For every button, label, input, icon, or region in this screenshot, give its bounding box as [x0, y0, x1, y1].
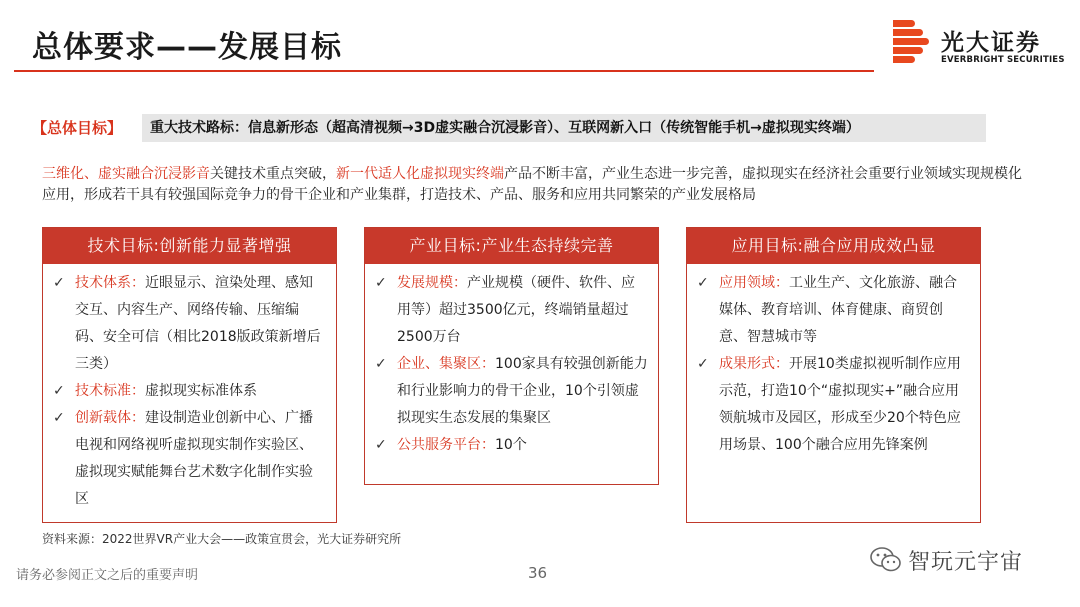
check-icon: ✓	[53, 275, 65, 291]
check-icon: ✓	[53, 410, 65, 426]
item-text: 产业规模（硬件、软件、应用等）超过3500亿元，终端销量超过2500万台	[397, 275, 635, 345]
list-item	[53, 405, 326, 513]
item-text: 100家具有较强创新能力和行业影响力的骨干企业，10个引领虚拟现实生态发展的集聚区	[397, 356, 648, 426]
check-icon: ✓	[697, 275, 709, 291]
intro-highlight-1: 三维化、虚实融合沉浸影音	[42, 166, 210, 182]
wechat-icon	[870, 547, 902, 573]
wechat-account-name: 智玩元宇宙	[908, 550, 1024, 575]
list-item	[53, 378, 326, 405]
item-key: 发展规模：	[397, 275, 467, 291]
logo-english-name: EVERBRIGHT SECURITIES	[941, 55, 1065, 65]
box-title: 应用目标:融合应用成效凸显	[687, 228, 980, 264]
list-item	[375, 432, 648, 459]
item-text: 虚拟现实标准体系	[145, 383, 257, 399]
list-item	[375, 270, 648, 351]
page-title: 总体要求——发展目标	[32, 30, 342, 65]
everbright-logo-icon	[893, 20, 933, 66]
source-note: 资料来源：2022世界VR产业大会——政策宣贯会，光大证券研究所	[42, 532, 402, 546]
check-icon: ✓	[53, 383, 65, 399]
item-text: 建设制造业创新中心、广播电视和网络视听虚拟现实制作实验区、虚拟现实赋能舞台艺术数字化制作实验区	[75, 410, 313, 507]
list-item	[697, 270, 970, 351]
item-key: 技术标准：	[75, 383, 145, 399]
intro-text-1: 关键技术重点突破，	[210, 166, 336, 182]
intro-text-2: 产品不断丰富，产业生态进一步完善，虚拟现实在经济社会重要行业领域实现规模化应用，形成若干具有较强国际竞争力的骨干企业和产业集群，打造技术、产品、服务和应用共同繁荣的产业发展格局	[42, 166, 1022, 203]
overall-goal-row	[32, 114, 986, 142]
item-key: 公共服务平台：	[397, 437, 495, 453]
disclaimer-note: 请务必参阅正文之后的重要声明	[16, 568, 199, 583]
intro-paragraph	[42, 164, 1032, 206]
item-key: 创新载体：	[75, 410, 145, 426]
company-logo	[893, 20, 1073, 72]
item-key: 企业、集聚区：	[397, 356, 495, 372]
intro-highlight-2: 新一代适人化虚拟现实终端	[336, 166, 504, 182]
list-item	[375, 351, 648, 432]
box-title: 技术目标:创新能力显著增强	[43, 228, 336, 264]
item-key: 应用领域：	[719, 275, 789, 291]
item-text: 开展10类虚拟视听制作应用示范，打造10个“虚拟现实+”融合应用领航城市及园区，形成至少20个特色应用场景、100个融合应用先锋案例	[719, 356, 961, 453]
item-key: 技术体系：	[75, 275, 145, 291]
box-title: 产业目标:产业生态持续完善	[365, 228, 658, 264]
check-icon: ✓	[697, 356, 709, 372]
overall-goal-tag: 【总体目标】	[32, 119, 123, 137]
item-text: 近眼显示、渲染处理、感知交互、内容生产、网络传输、压缩编码、安全可信（相比2018版政策新增后三类）	[75, 275, 321, 372]
check-icon: ✓	[375, 437, 387, 453]
list-item	[53, 270, 326, 378]
title-divider	[14, 70, 874, 72]
technology-goal-box	[42, 227, 337, 523]
item-key: 成果形式：	[719, 356, 789, 372]
check-icon: ✓	[375, 275, 387, 291]
logo-chinese-name: 光大证券	[941, 30, 1041, 56]
technology-roadmap-banner: 重大技术路标：信息新形态（超高清视频→3D虚实融合沉浸影音）、互联网新入口（传统智能手机→虚拟现实终端）	[142, 114, 986, 142]
industry-goal-box	[364, 227, 659, 485]
list-item	[697, 351, 970, 459]
application-goal-box	[686, 227, 981, 523]
page-number: 36	[528, 564, 548, 582]
item-text: 工业生产、文化旅游、融合媒体、教育培训、体育健康、商贸创意、智慧城市等	[719, 275, 957, 345]
item-text: 10个	[495, 437, 527, 453]
check-icon: ✓	[375, 356, 387, 372]
